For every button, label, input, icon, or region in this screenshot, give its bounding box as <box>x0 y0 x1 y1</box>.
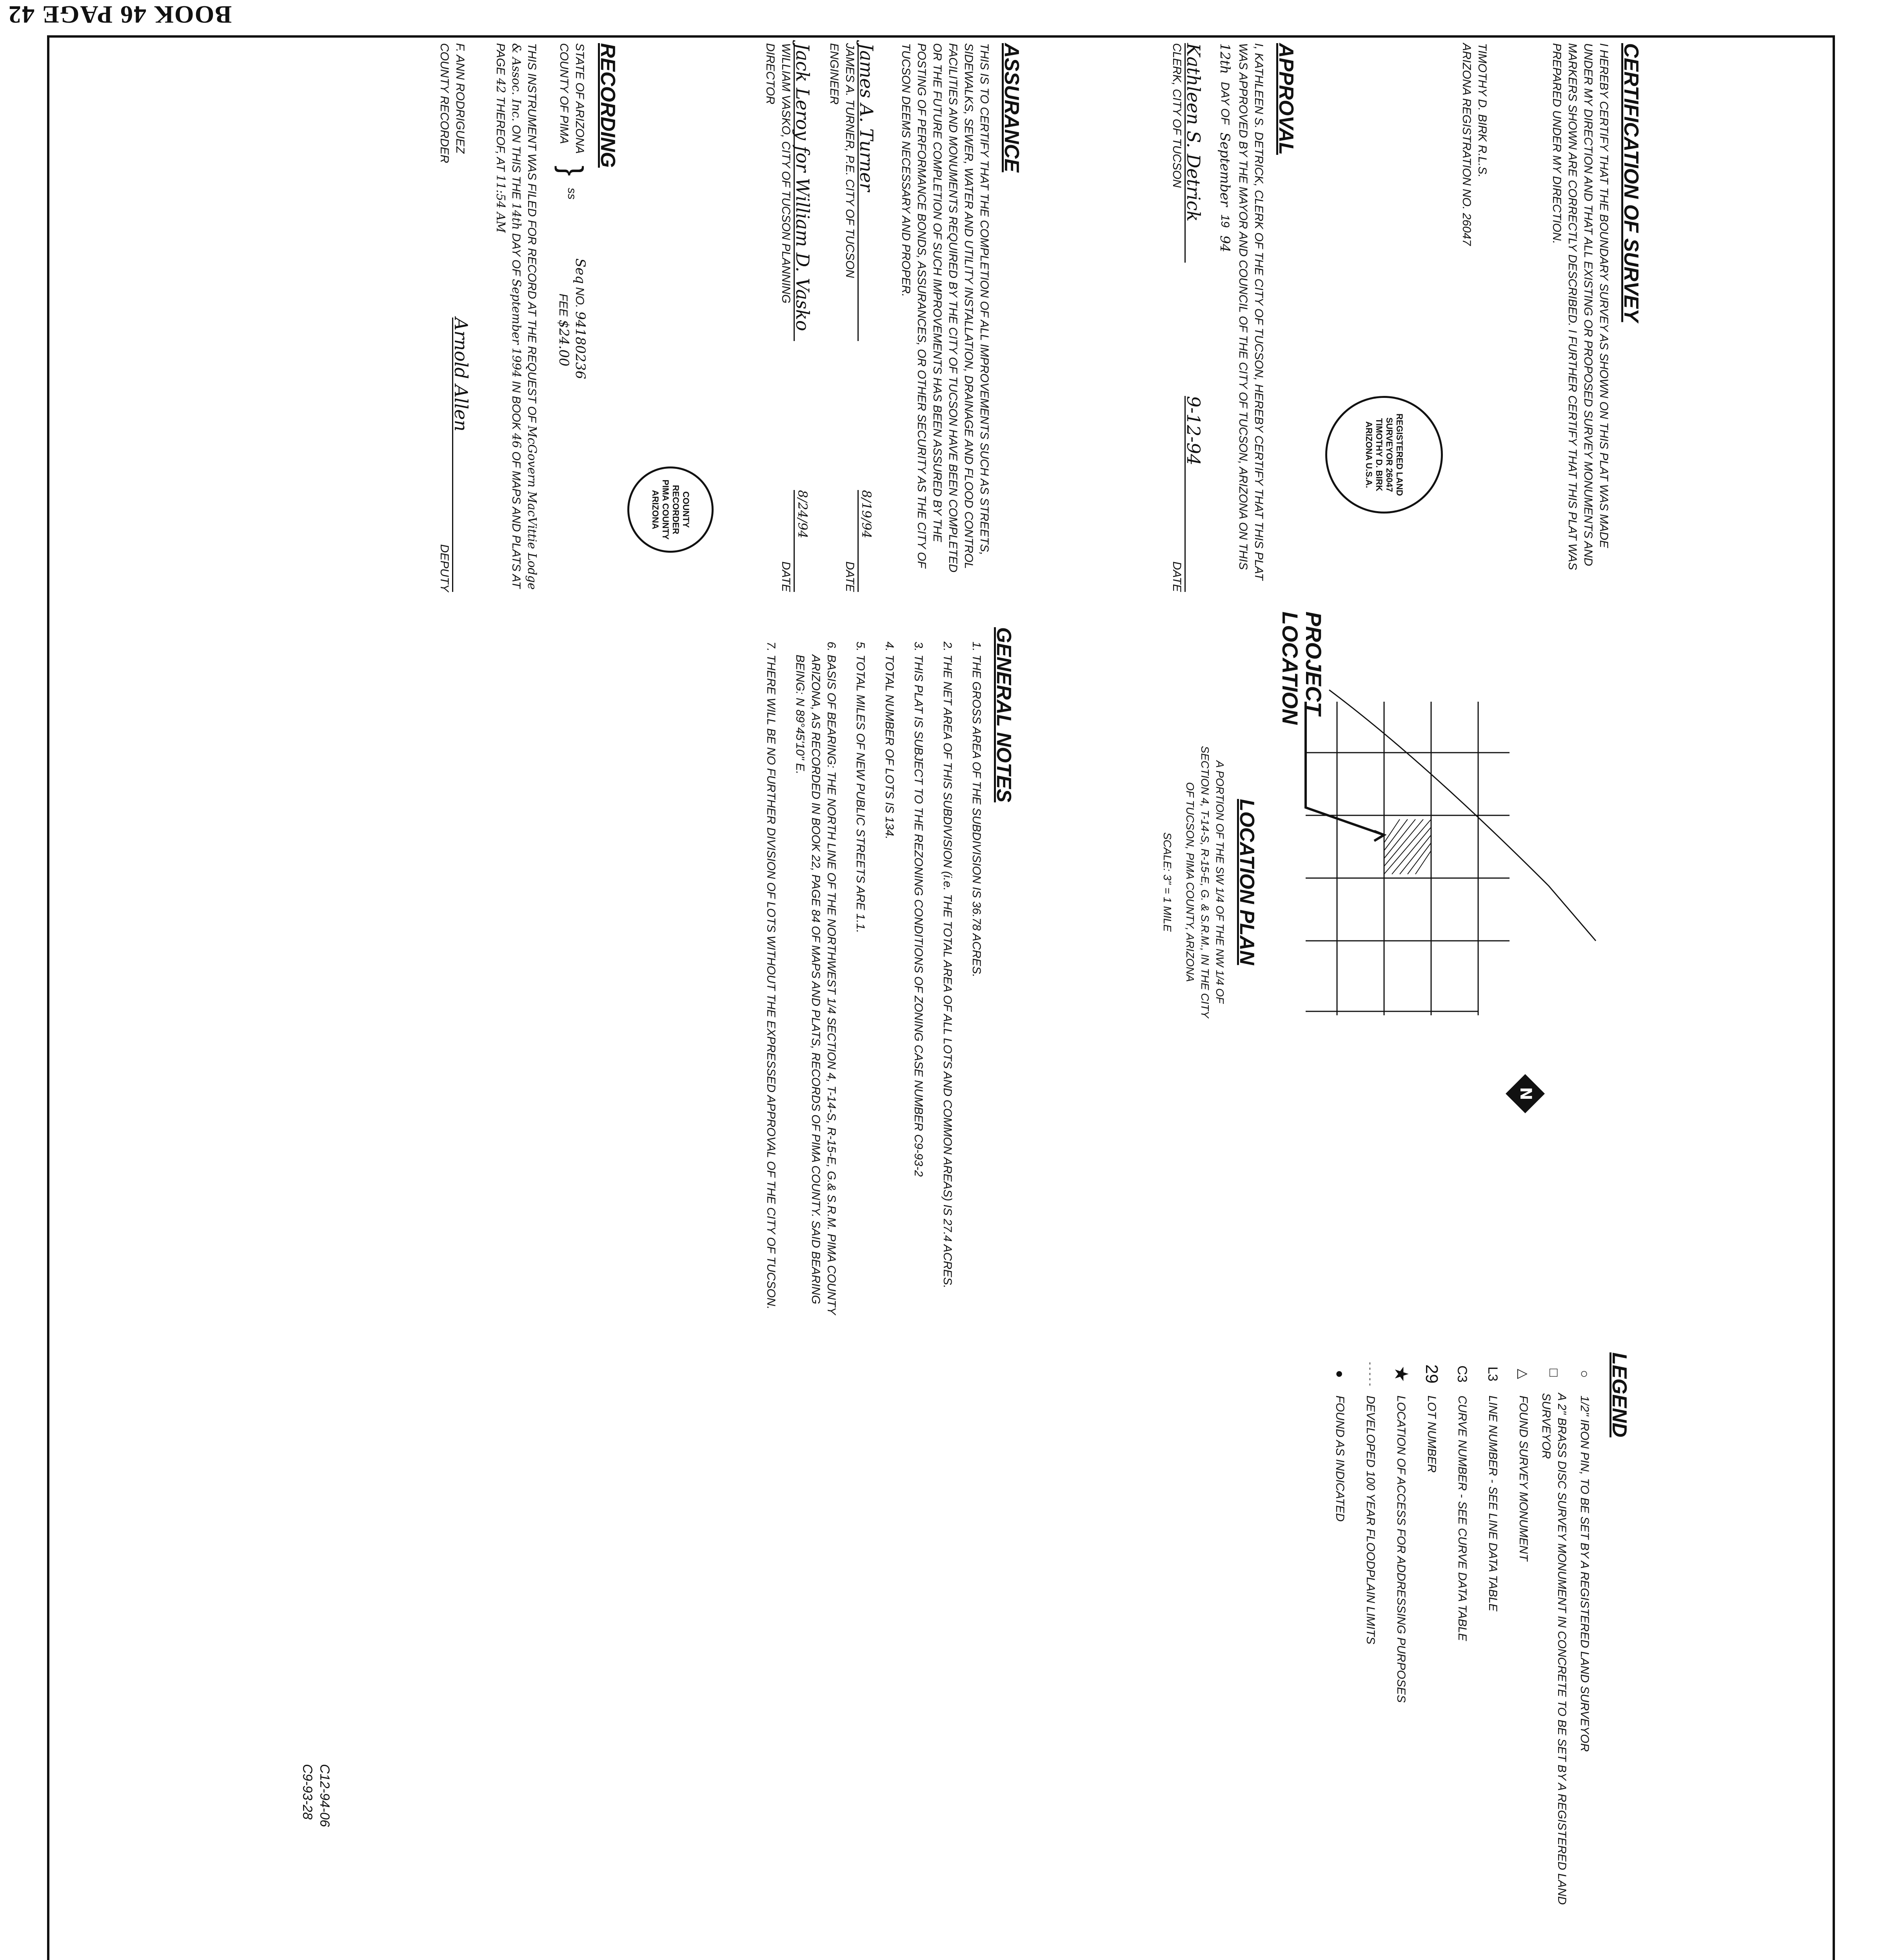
clerk-title: CLERK, CITY OF TUCSON <box>1170 43 1183 188</box>
engineer-label: JAMES A. TURNER, P.E. CITY OF TUCSON ENGINEER <box>828 43 856 278</box>
recording-requester: McGovern MacVittie Lodge & Assoc. Inc. <box>509 43 539 590</box>
certification-section <box>1459 43 1642 592</box>
legend-row: ● FOUND AS INDICATED <box>1324 1352 1355 1940</box>
floodplain-line-icon: - - - - - <box>1366 1362 1375 1386</box>
recording-fee: $24.00 <box>556 319 572 367</box>
recorder-title: COUNTY RECORDER <box>438 43 451 163</box>
location-plan-scale: SCALE: 3" = 1 MILE <box>1161 832 1174 932</box>
note-item: 6. BASIS OF BEARING: THE NORTH LINE OF THE NORTHWEST 1/4 SECTION 4, T-14-S, R-15-E, G.& S.R.M. PIMA COUNTY ARIZONA, AS RECORDED IN BOOK 22, PAGE 84 OF MAPS AND PLATS, RECORDS OF PIMA COUNTY. SAID BEARING BEING: N 89°45'10" E. <box>792 655 839 1333</box>
approval-date-value: 9-12-94 <box>1183 396 1204 466</box>
director-signature: Jack Leroy for William D. Vasko <box>792 43 813 331</box>
general-notes-section <box>750 627 1015 1333</box>
location-map <box>1274 643 1627 1035</box>
project-location-label: PROJECT LOCATION <box>1278 612 1326 725</box>
deputy-signature: Arnold Allen <box>451 318 472 432</box>
approval-day: 12th <box>1217 43 1233 74</box>
brass-disc-icon: □ <box>1546 1368 1561 1377</box>
note-item: 5. TOTAL MILES OF NEW PUBLIC STREETS ARE 1.1. <box>852 655 868 1333</box>
note-item: 7. THERE WILL BE NO FURTHER DIVISION OF LOTS WITHOUT THE EXPRESSED APPROVAL OF THE CITY OF TUCSON. <box>763 655 779 1333</box>
legend-row: ○ 1/2" IRON PIN, TO BE SET BY A REGISTERED LAND SURVEYOR <box>1569 1352 1600 1940</box>
location-plan-section <box>1160 745 1258 1019</box>
legend-row: △ FOUND SURVEY MONUMENT <box>1508 1352 1539 1940</box>
line-number-icon: L3 <box>1485 1367 1500 1381</box>
star-icon: ★ <box>1391 1365 1412 1383</box>
recorder-seal: COUNTY RECORDER PIMA COUNTY ARIZONA <box>627 466 714 553</box>
legend-row: - - - - - DEVELOPED 100 YEAR FLOODPLAIN LIMITS <box>1355 1352 1386 1940</box>
assurance-body: THIS IS TO CERTIFY THAT THE COMPLETION OF ALL IMPROVEMENTS SUCH AS STREETS, SIDEWALKS, SEWER, WATER AND UTILITY INSTALLATION, DRAINAGE AND FLOOD CONTROL FACILITIES AND MONUMENTS REQUIRED BY THE CITY OF TUCSON HAVE BEEN COMPLETED OR THE FUTURE COMPLETION OF SUCH IMPROVEMENTS HAS BEEN ASSURED BY THE POSTING OF PERFORMANCE BONDS, ASSURANCES, OR OTHER SECURITY AS THE CITY OF TUCSON DEEMS NECESSARY AND PROPER. <box>899 43 991 573</box>
engineer-signature: James A. Turner <box>856 43 877 192</box>
assurance-heading: ASSURANCE <box>1000 43 1023 172</box>
recording-page: 42 <box>494 78 507 93</box>
note-item: 4. TOTAL NUMBER OF LOTS IS 134. <box>881 655 897 1333</box>
engineer-date: 8/19/94 <box>859 490 874 539</box>
note-item: 3. THIS PLAT IS SUBJECT TO THE REZONING CONDITIONS OF ZONING CASE NUMBER C9-93-2 <box>910 655 926 1333</box>
clerk-signature: Kathleen S. Detrick <box>1183 43 1204 222</box>
location-plan-description: A PORTION OF THE SW 1/4 OF THE NW 1/4 OF SECTION 4, T-14-S, R-15-E, G. & S.R.M., IN THE CITY OF TUCSON, PIMA COUNTY, ARIZONA <box>1184 746 1226 1018</box>
location-map-graphic <box>1274 643 1627 1035</box>
iron-pin-icon: ○ <box>1577 1370 1592 1378</box>
found-point-icon: ● <box>1332 1370 1347 1378</box>
approval-month: September <box>1217 132 1233 207</box>
recording-time: 11:54 AM <box>494 174 507 233</box>
approval-section: APPROVAL I, KATHLEEN S. DETRICK, CLERK OF THE CITY OF TUCSON, HEREBY CERTIFY THAT THIS PLAT WAS APPROVED BY THE MAYOR AND COUNCIL OF THE CITY OF TUCSON, ARIZONA ON THIS 12th DAY OF September 19 94 Kathleen S. Detrick CLERK, CITY OF TUCSON 9-12-94 DATE <box>1169 43 1294 592</box>
recording-section: RECORDING STATE OF ARIZONA COUNTY OF PIMA } ss Seq NO. 94180236 FEE $24.00 THIS INSTRUMENT WAS FILED FOR RECORD AT THE REQUEST OF McGovern MacVittie Lodge & Assoc. Inc. ON THIS THE 14th DAY OF September 1994 IN BOOK 46 OF MAPS AND PLATS AT PAGE 42 THEREOF, AT 11:54 AM F. ANN RODRIGUEZ COUNTY RECORDER Arnold Allen DEPUTY <box>436 43 616 592</box>
recording-book: 46 <box>509 433 523 448</box>
location-plan-heading: LOCATION PLAN <box>1235 799 1258 965</box>
legend-row: □ A 2" BRASS DISC SURVEY MONUMENT IN CONCRETE TO BE SET BY A REGISTERED LAND SURVEYOR <box>1539 1352 1569 1940</box>
surveyor-registration: ARIZONA REGISTRATION NO. 26047 <box>1460 43 1473 246</box>
north-arrow-icon <box>1502 1070 1549 1117</box>
surveyor-name: TIMOTHY D. BIRK R.L.S. <box>1476 43 1489 178</box>
sequence-number: 94180236 <box>572 311 588 379</box>
legend-row: 29 LOT NUMBER <box>1416 1352 1447 1940</box>
book-page-stamp: BOOK 46 PAGE 42 <box>8 1 232 29</box>
legend-section <box>1324 1352 1631 1940</box>
director-date: 8/24/94 <box>795 490 810 539</box>
approval-body: I, KATHLEEN S. DETRICK, CLERK OF THE CITY OF TUCSON, HEREBY CERTIFY THAT THIS PLAT WAS APPROVED BY THE MAYOR AND COUNCIL OF THE CITY OF TUCSON, ARIZONA ON THIS <box>1237 43 1265 581</box>
legend-heading: LEGEND <box>1608 1352 1631 1437</box>
case-numbers: C12-94-06 C9-93-28 <box>300 1764 332 1827</box>
note-item: 2. THE NET AREA OF THIS SUBDIVISION (i.e. THE TOTAL AREA OF ALL LOTS AND COMMON AREAS) IS 27.4 ACRES. <box>939 655 955 1333</box>
legend-row: C3 CURVE NUMBER - SEE CURVE DATA TABLE <box>1447 1352 1477 1940</box>
general-notes-list <box>763 627 984 1333</box>
approval-heading: APPROVAL <box>1275 43 1297 155</box>
curve-number-icon: C3 <box>1455 1365 1470 1383</box>
certification-heading: CERTIFICATION OF SURVEY <box>1620 43 1642 322</box>
assurance-section: ASSURANCE THIS IS TO CERTIFY THAT THE COMPLETION OF ALL IMPROVEMENTS SUCH AS STREETS, SIDEWALKS, SEWER, WATER AND UTILITY INSTALLATION, DRAINAGE AND FLOOD CONTROL FACILITIES AND MONUMENTS REQUIRED BY THE CITY OF TUCSON HAVE BEEN COMPLETED OR THE FUTURE COMPLETION OF SUCH IMPROVEMENTS HAS BEEN ASSURED BY THE POSTING OF PERFORMANCE BONDS, ASSURANCES, OR OTHER SECURITY AS THE CITY OF TUCSON DEEMS NECESSARY AND PROPER. James A. Turner JAMES A. TURNER, P.E. CITY OF TUCSON ENGINEER 8/19/94 DATE Jack Leroy for William D. Vasko WILLIAM VASKO, CITY OF TUCSON PLANNING DIRECTOR 8/24/94 DATE <box>762 43 1019 592</box>
survey-monument-icon: △ <box>1516 1368 1531 1379</box>
certification-body: I HEREBY CERTIFY THAT THE BOUNDARY SURVEY AS SHOWN ON THIS PLAT WAS MADE UNDER MY DIRECTION AND THAT ALL EXISTING OR PROPOSED SURVEY MONUMENTS AND MARKERS SHOWN ARE CORRECTLY DESCRIBED. I FURTHER CERTIFY THAT THIS PLAT WAS PREPARED UNDER MY DIRECTION. <box>1550 43 1610 570</box>
legend-row: ★ LOCATION OF ACCESS FOR ADDRESSING PURPOSES <box>1386 1352 1416 1940</box>
legend-row: L3 LINE NUMBER - SEE LINE DATA TABLE <box>1477 1352 1508 1940</box>
lot-number-icon: 29 <box>1422 1364 1441 1384</box>
director-label: WILLIAM VASKO, CITY OF TUCSON PLANNING DIRECTOR <box>764 43 792 304</box>
general-notes-heading: GENERAL NOTES <box>992 627 1015 802</box>
svg-text:N: N <box>1517 1087 1535 1100</box>
recording-heading: RECORDING <box>596 43 619 168</box>
recorder-name: F. ANN RODRIGUEZ <box>454 43 467 154</box>
note-item: 1. THE GROSS AREA OF THE SUBDIVISION IS 36.78 ACRES. <box>968 655 984 1333</box>
surveyor-seal: REGISTERED LAND SURVEYOR 26047 TIMOTHY D. BIRK ARIZONA U.S.A. <box>1325 396 1443 514</box>
